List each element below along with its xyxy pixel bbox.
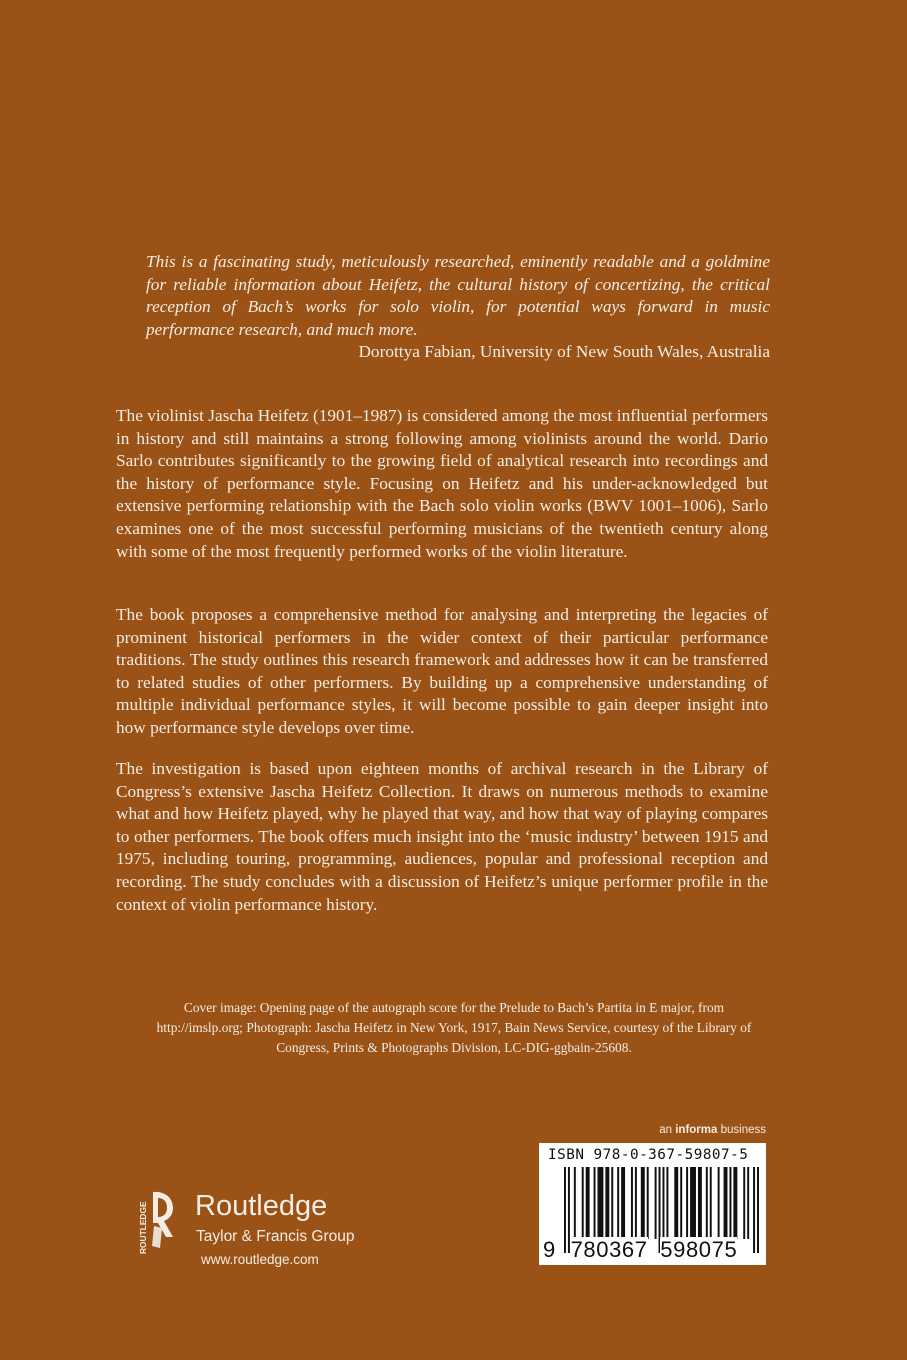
cover-image-credit: Cover image: Opening page of the autograph score for the Prelude to Bach’s Partita in E major, from http://imslp.org; Photograph: Jascha Heifetz in New York, 1917, Bain News Service, courtesy of the Library of Congress, Prints & Photographs Division, LC-DIG-ggbain-25608. [156, 1000, 752, 1055]
informa-suffix: business [720, 1124, 766, 1136]
barcode-digit-group-2: 598075 [660, 1237, 738, 1262]
barcode-bar [586, 1167, 590, 1239]
logo-vertical-text: ROUTLEDGE [138, 1201, 148, 1254]
informa-business-tagline [540, 1124, 766, 1136]
barcode-bar [647, 1167, 649, 1239]
review-quote: This is a fascinating study, meticulously researched, eminently readable and a goldmine for reliable information about Heifetz, the cultural history of concertizing, the critical reception of Bach’s works for solo violin, for potential ways forward in music performance research, and much more. [146, 252, 770, 339]
barcode-bar [698, 1167, 702, 1239]
routledge-logo-icon [133, 1188, 193, 1256]
barcode-bar [680, 1167, 682, 1239]
barcode-bar [666, 1167, 668, 1239]
barcode-bar [594, 1167, 596, 1239]
publisher-url[interactable]: www.routledge.com [201, 1252, 319, 1267]
informa-brand: informa [675, 1124, 718, 1136]
publisher-group: Taylor & Francis Group [196, 1228, 355, 1245]
barcode-bar [631, 1167, 633, 1239]
barcode-bar [724, 1167, 728, 1239]
isbn-label: ISBN 978-0-367-59807-5 [548, 1147, 749, 1163]
quote-attribution: Dorottya Fabian, University of New South Wales, Australia [358, 342, 770, 361]
description-paragraph-2: The book proposes a comprehensive method for analysing and interpreting the legacies of prominent historical performers in the wider context of their particular performance traditions. The study outlines this research framework and addresses how it can be transferred to related studies of other performers. By building up a comprehensive understanding of multiple individual performance styles, it will become possible to gain deeper insight into how performance style develops over time. [116, 605, 768, 737]
publisher-name: Routledge [195, 1190, 328, 1222]
barcode-digit-lead: 9 [543, 1237, 556, 1262]
barcode-bar [674, 1167, 678, 1239]
description-paragraph-1: The violinist Jascha Heifetz (1901–1987) is considered among the most influential performers in history and still maintains a strong following among violinists around the world. Dario Sarlo contributes significantly to the growing field of analytical research into recordings and the history of performance style. Focusing on Heifetz and his under-acknowledged but extensive performing relationship with the Bach solo violin works (BWV 1001–1006), Sarlo examines one of the most successful performing musicians of the twentieth century along with some of the most frequently performed works of the violin literature. [116, 406, 768, 561]
barcode-bar [733, 1167, 737, 1239]
barcode-bar [582, 1167, 584, 1239]
barcode-bar [635, 1167, 637, 1239]
barcode-bar [718, 1167, 720, 1239]
barcode-bar [621, 1167, 625, 1239]
publisher-block [133, 1188, 383, 1268]
barcode-bar [747, 1167, 749, 1239]
description-paragraph-3: The investigation is based upon eighteen months of archival research in the Library of Congress’s extensive Jascha Heifetz Collection. It draws on numerous methods to examine what and how Heifetz played, why he played that way, and how that way of playing compares to other performers. The book offers much insight into the ‘music industry’ between 1915 and 1975, including touring, programming, audiences, popular and professional reception and recording. The study concludes with a discussion of Heifetz’s unique performer profile in the context of violin performance history. [116, 759, 768, 914]
barcode-bar [605, 1167, 609, 1239]
barcode-digits [543, 1237, 763, 1263]
barcode-bar [574, 1167, 576, 1239]
barcode-bar [690, 1167, 696, 1239]
barcode-bar [617, 1167, 619, 1239]
barcode-bar [729, 1167, 731, 1239]
barcode-digit-group-1: 780367 [570, 1237, 648, 1262]
barcode-bar [706, 1167, 708, 1239]
isbn-barcode [539, 1143, 766, 1265]
barcode-bar [611, 1167, 613, 1239]
barcode-bar [641, 1167, 645, 1239]
informa-prefix: an [659, 1124, 673, 1136]
barcode-bar [743, 1167, 745, 1239]
barcode-bar [655, 1167, 657, 1239]
barcode-bar [597, 1167, 603, 1239]
barcode-bar [686, 1167, 688, 1239]
barcode-bar [710, 1167, 712, 1239]
